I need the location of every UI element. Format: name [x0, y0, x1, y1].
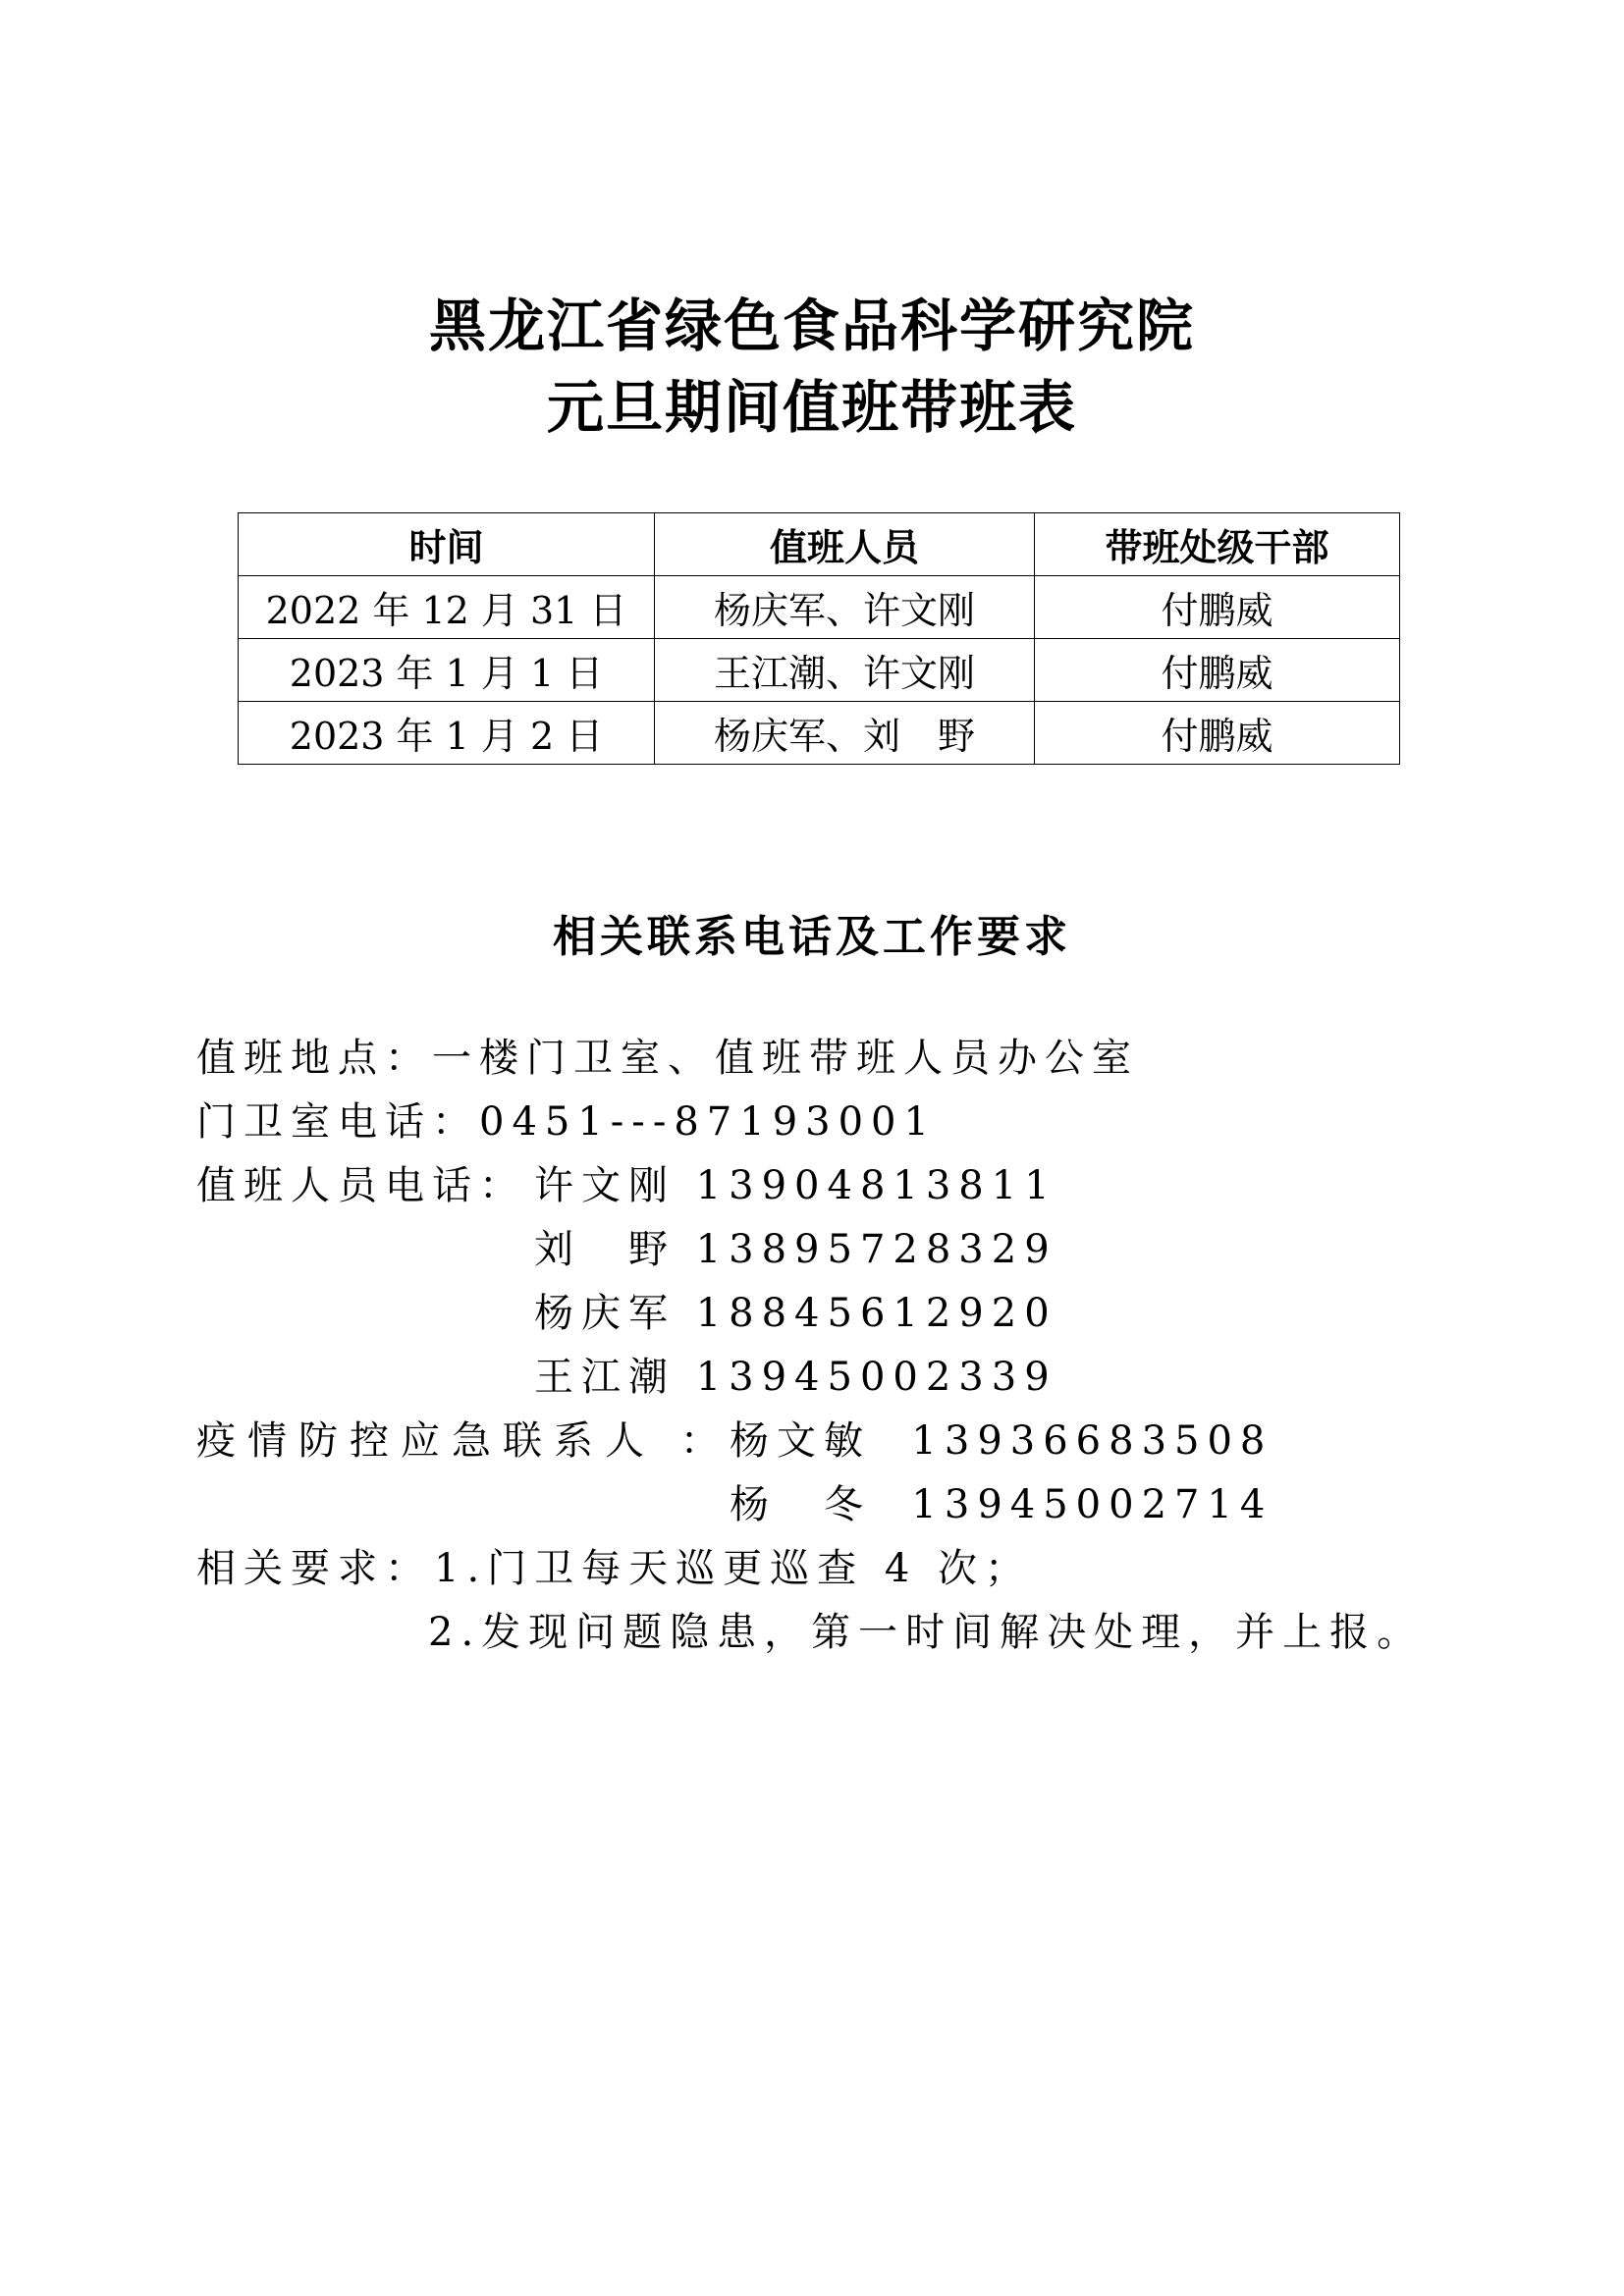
cell-leader: 付鹏威 — [1035, 639, 1400, 702]
staff-phone-label: 值班人员电话： — [196, 1163, 526, 1208]
duty-schedule-table — [238, 512, 1400, 765]
table-header-row — [239, 513, 1400, 576]
requirement-item: 2.发现问题隐患，第一时间解决处理，并上报。 — [428, 1610, 1425, 1655]
cell-date: 2023 年 1 月 1 日 — [239, 639, 655, 702]
section-title: 相关联系电话及工作要求 — [553, 912, 1071, 962]
cell-leader: 付鹏威 — [1035, 576, 1400, 639]
table-row — [239, 576, 1400, 639]
document-title-line1: 黑龙江省绿色食品科学研究院 — [428, 293, 1195, 359]
epidemic-contact-entry: 杨文敏 13936683508 — [730, 1418, 1273, 1464]
requirements-label: 相关要求： — [196, 1546, 432, 1591]
staff-phone-entry: 许文刚 13904813811 — [534, 1163, 1057, 1208]
staff-phone-entry: 刘 野 13895728329 — [534, 1227, 1057, 1272]
cell-staff: 杨庆军、许文刚 — [655, 576, 1035, 639]
cell-staff: 杨庆军、刘 野 — [655, 702, 1035, 765]
cell-date: 2023 年 1 月 2 日 — [239, 702, 655, 765]
table-row — [239, 702, 1400, 765]
requirement-item: 1.门卫每天巡更巡查 4 次； — [434, 1546, 1033, 1591]
staff-phone-entry: 王江潮 13945002339 — [534, 1355, 1057, 1400]
cell-leader: 付鹏威 — [1035, 702, 1400, 765]
document-title-line2: 元旦期间值班带班表 — [546, 374, 1077, 441]
table-row — [239, 639, 1400, 702]
header-leader: 带班处级干部 — [1035, 513, 1400, 576]
duty-location: 值班地点：一楼门卫室、值班带班人员办公室 — [196, 1036, 1139, 1081]
gate-phone: 门卫室电话：0451---87193001 — [196, 1099, 937, 1145]
staff-phone-entry: 杨庆军 18845612920 — [534, 1291, 1057, 1336]
header-staff: 值班人员 — [655, 513, 1035, 576]
cell-date: 2022 年 12 月 31 日 — [239, 576, 655, 639]
cell-staff: 王江潮、许文刚 — [655, 639, 1035, 702]
epidemic-contact-label: 疫情防控应急联系人 ： — [196, 1418, 731, 1464]
epidemic-contact-entry: 杨 冬 13945002714 — [730, 1482, 1273, 1527]
header-time: 时间 — [239, 513, 655, 576]
